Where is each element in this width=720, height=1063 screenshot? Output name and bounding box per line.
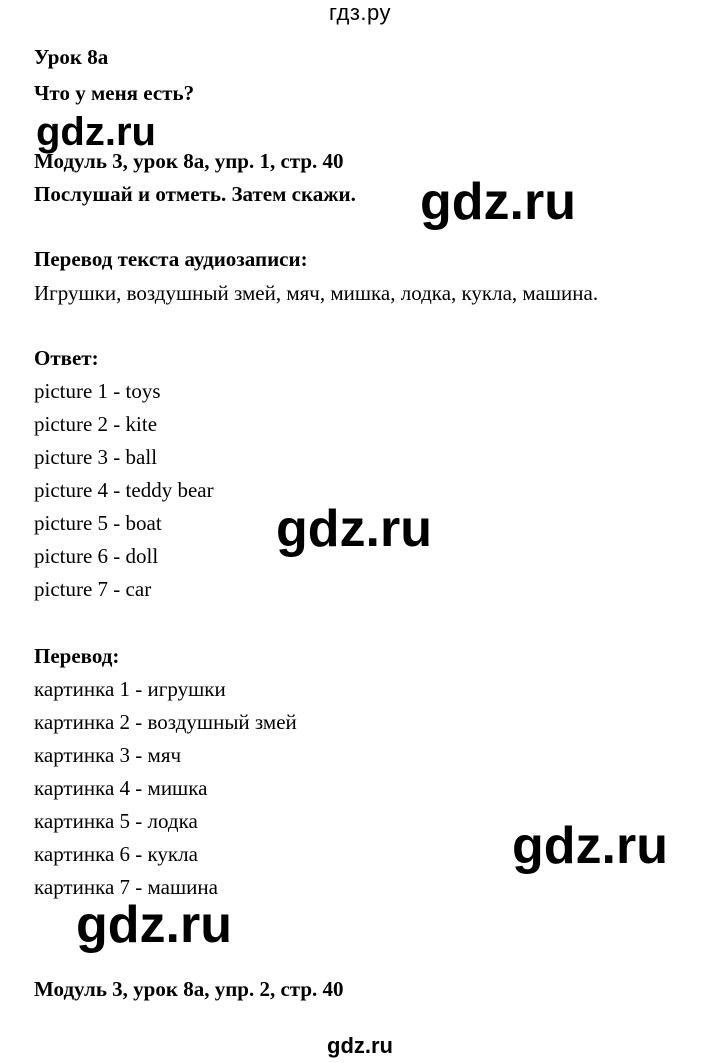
exercise-1-heading: Модуль 3, урок 8а, упр. 1, стр. 40	[34, 149, 344, 173]
answer-item: picture 5 - boat	[34, 511, 162, 535]
translation-item: картинка 7 - машина	[34, 875, 218, 899]
translation-item: картинка 4 - мишка	[34, 776, 208, 800]
exercise-2-heading: Модуль 3, урок 8а, упр. 2, стр. 40	[34, 977, 344, 1001]
lesson-title: Урок 8а	[34, 45, 109, 69]
site-footer: gdz.ru	[327, 1033, 393, 1058]
lesson-subtitle: Что у меня есть?	[34, 81, 195, 105]
answer-item: picture 7 - car	[34, 577, 152, 601]
answer-item: picture 2 - kite	[34, 412, 158, 436]
translation-item: картинка 1 - игрушки	[34, 677, 226, 701]
watermark: gdz.ru	[276, 500, 432, 558]
watermark: gdz.ru	[512, 817, 668, 875]
translation-label: Перевод:	[34, 644, 120, 668]
answer-item: picture 4 - teddy bear	[34, 478, 214, 502]
translation-item: картинка 2 - воздушный змей	[34, 710, 297, 734]
watermark: gdz.ru	[36, 110, 156, 154]
answer-item: picture 3 - ball	[34, 445, 158, 469]
site-header: гдз.ру	[328, 0, 392, 25]
watermark: gdz.ru	[420, 173, 576, 231]
translation-item: картинка 3 - мяч	[34, 743, 182, 767]
answer-item: picture 1 - toys	[34, 379, 161, 403]
answer-label: Ответ:	[34, 346, 99, 370]
translation-item: картинка 5 - лодка	[34, 809, 198, 833]
answer-item: picture 6 - doll	[34, 544, 159, 568]
translation-item: картинка 6 - кукла	[34, 842, 198, 866]
transcript-text: Игрушки, воздушный змей, мяч, мишка, лодка, кукла, машина.	[34, 281, 599, 305]
exercise-1-task: Послушай и отметь. Затем скажи.	[34, 182, 356, 206]
watermark: gdz.ru	[76, 896, 232, 954]
transcript-label: Перевод текста аудиозаписи:	[34, 247, 308, 271]
